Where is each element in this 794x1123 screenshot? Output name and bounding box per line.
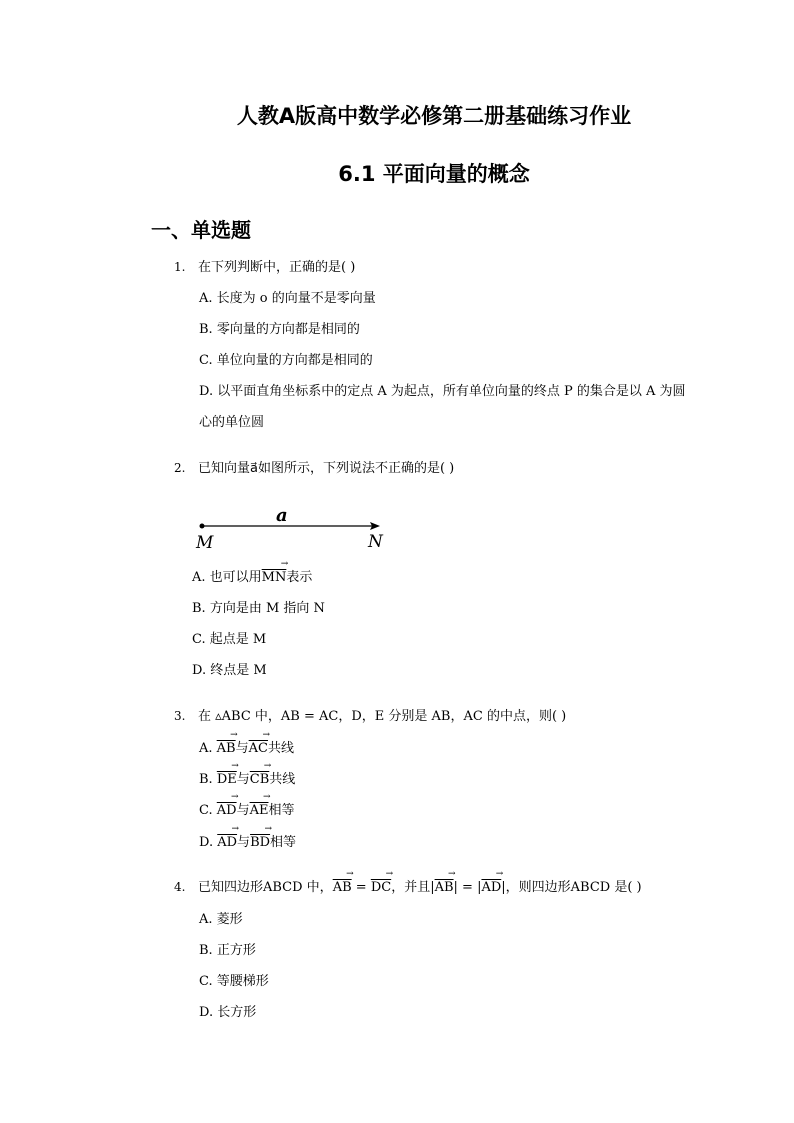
option-text: 与	[236, 803, 250, 818]
vector-label: a	[276, 505, 288, 526]
q2-option-a	[192, 566, 312, 585]
q1-option-d: D. 以平面直角坐标系中的定点 A 为起点，所有单位向量的终点 P 的集合是以 A 为圆	[199, 384, 686, 399]
q3-option-b	[199, 768, 295, 787]
option-text: 相等	[270, 835, 297, 850]
vector-mn: $\overline{MN}$ →	[262, 570, 287, 585]
vector-ad: $\overline{AD}$ →	[481, 880, 501, 895]
vector-bd: $\overline{BD}$ →	[250, 835, 270, 850]
option-text: 共线	[267, 741, 294, 756]
q4-option-a: A. 菱形	[199, 912, 243, 927]
stem-text: | = |	[453, 880, 482, 895]
question-number: 3.	[174, 709, 186, 723]
question-number: 4.	[174, 880, 186, 894]
vector-ac: $\overline{AC}$ →	[249, 741, 268, 756]
question-number: 2.	[174, 461, 186, 475]
q3-option-c	[199, 799, 295, 818]
vector-ad: $\overline{AD}$ →	[217, 835, 237, 850]
q1-option-c: C. 单位向量的方向都是相同的	[199, 353, 373, 368]
option-letter: B.	[199, 772, 213, 787]
vector-ad: $\overline{AD}$ →	[217, 803, 237, 818]
vector-ab: $\overline{AB}$ →	[435, 880, 454, 895]
option-text: 与	[236, 772, 250, 787]
stem-text: ，并且|	[391, 880, 435, 895]
q2-option-b: B. 方向是由 M 指向 N	[192, 601, 325, 616]
option-letter: D.	[199, 835, 214, 850]
option-text: 与	[235, 741, 249, 756]
section-heading: 一、单选题	[151, 218, 251, 242]
option-letter: A.	[199, 741, 213, 756]
option-text: 与	[237, 835, 251, 850]
q4-option-d: D. 长方形	[199, 1005, 257, 1020]
option-text: 共线	[269, 772, 296, 787]
q1-option-b: B. 零向量的方向都是相同的	[199, 322, 360, 337]
q3-option-d	[199, 831, 296, 850]
vector-de: $\overline{DE}$ →	[217, 772, 237, 787]
vector-dc: $\overline{DC}$ →	[371, 880, 391, 895]
stem-text: =	[351, 880, 371, 895]
q3-option-a	[199, 737, 294, 756]
document-title: 人教A版高中数学必修第二册基础练习作业	[236, 104, 632, 128]
question-number: 1.	[174, 260, 186, 274]
vector-cb: $\overline{CB}$ →	[250, 772, 270, 787]
q4-option-b: B. 正方形	[199, 943, 256, 958]
option-letter: C.	[199, 803, 213, 818]
question-stem: 在 ▵ABC 中，AB = AC，D，E 分别是 AB，AC 的中点，则( )	[198, 709, 567, 724]
start-label: M	[196, 533, 214, 553]
q4-option-c: C. 等腰梯形	[199, 974, 269, 989]
question-1	[174, 256, 355, 275]
question-2	[174, 457, 454, 476]
q1-option-d-continued: 心的单位圆	[199, 415, 265, 430]
end-label: N	[368, 532, 383, 552]
option-text: 表示	[286, 570, 313, 585]
question-stem: 在下列判断中，正确的是( )	[198, 260, 356, 275]
question-4	[174, 876, 642, 895]
question-stem: 已知向量a⃗如图所示，下列说法不正确的是( )	[198, 461, 455, 476]
vector-ab: $\overline{AB}$ →	[217, 741, 236, 756]
stem-text: 已知四边形ABCD 中，	[198, 880, 333, 895]
document-subtitle: 6.1 平面向量的概念	[338, 162, 530, 186]
q2-option-c: C. 起点是 M	[192, 632, 267, 647]
q1-option-a: A. 长度为 o 的向量不是零向量	[199, 291, 376, 306]
q2-option-d: D. 终点是 M	[192, 663, 267, 678]
vector-figure	[190, 500, 400, 556]
vector-ae: $\overline{AE}$ →	[250, 803, 269, 818]
vector-ab: $\overline{AB}$ →	[333, 880, 352, 895]
option-text: 相等	[268, 803, 295, 818]
option-text: A. 也可以用	[192, 570, 262, 585]
stem-text: |，则四边形ABCD 是( )	[501, 880, 642, 895]
question-3	[174, 705, 566, 724]
